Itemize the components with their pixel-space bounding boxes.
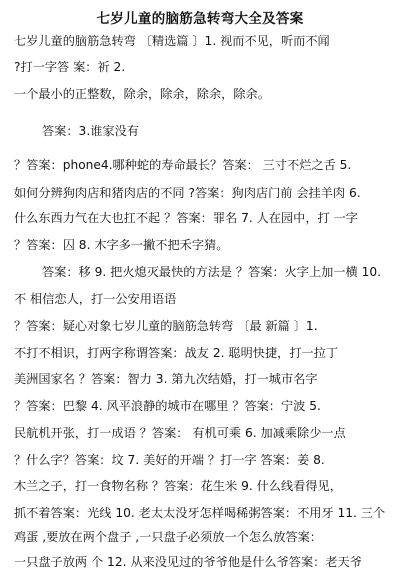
text-line: ？答案：囚 8. 木字多一撇不把禾字猜。: [14, 238, 229, 252]
text-line: 鸡蛋 ,要放在两个盘子 ,一只盘子必须放一个怎么放答案：: [14, 530, 322, 544]
text-line: 答案：3.谁家没有: [42, 124, 139, 138]
text-line: 一只盘子放两 个 12. 从来没见过的爷爷他是什么爷答案：老天爷: [14, 555, 362, 569]
text-line: 不 相信恋人，打一公安用语语: [14, 292, 177, 306]
text-line: 抓不着答案：光线 10. 老太太没牙怎样喝稀粥答案：不用牙 11. 三个: [14, 506, 386, 520]
text-line: 如何分辨狗肉店和猪肉店的不同 ?答案：狗肉店门前 会挂羊肉 6.: [14, 186, 361, 200]
text-line: 不打不相识，打两字称谓答案：战友 2. 聪明快捷，打一拉丁: [14, 346, 339, 360]
text-line: 一个最小的正整数，除余，除余，除余，除余。: [14, 87, 270, 101]
text-line: ?打一字答 案：祈 2.: [14, 60, 126, 74]
text-line: ？答案：phone4.哪种蛇的寿命最长？答案： 三寸不烂之舌 5.: [14, 158, 352, 172]
text-line: ？答案：巴黎 4. 风平浪静的城市在哪里 ？答案：宁波 5.: [14, 399, 321, 413]
text-line: 民航机开张，打一成语 ？答案： 有机可乘 6. 加减乘除少一点: [14, 426, 346, 440]
text-line: 答案：移 9. 把火熄灭最快的方法是 ？答案：火字上加一横 10.: [42, 265, 382, 279]
text-line: 什么东西力气在大也扛不起 ？答案：罪名 7. 人在园中，打 一字: [14, 211, 358, 225]
text-line: 美洲国家名 ？答案：智力 3. 第九次结婚，打一城市名字: [14, 372, 318, 386]
text-line: 七岁儿童的脑筋急转弯 〔精选篇 〕1. 视而不见，听而不闻: [14, 34, 330, 48]
document-title: 七岁儿童的脑筋急转弯大全及答案: [96, 11, 304, 27]
text-line: ？什么字？答案：坟 7. 美好的开端 ？打一字 答案：姜 8.: [14, 453, 325, 467]
text-line: 木兰之子，打一食物名称 ？答案：花生米 9. 什么线看得见，: [14, 479, 342, 493]
text-line: ？答案：疑心对象七岁儿童的脑筋急转弯 〔最 新篇 〕1.: [14, 319, 318, 333]
